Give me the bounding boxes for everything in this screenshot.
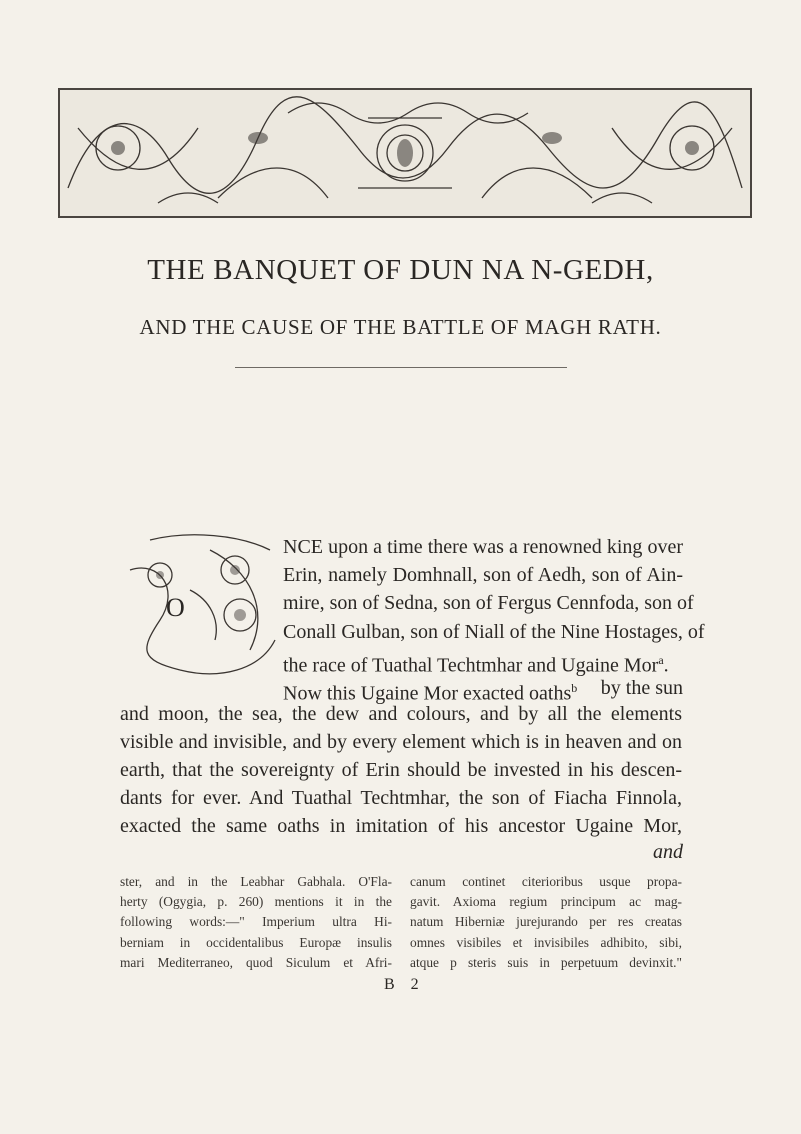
footnote-mark-b: b (571, 681, 578, 695)
footnote-left-line-3: following words:—" Imperium ultra Hi- (120, 914, 392, 930)
body-line-6-text: Now this Ugaine Mor exacted oaths (283, 682, 572, 705)
body-line-6-tail: by the sun (600, 677, 683, 699)
body-line-11: exacted the same oaths in imitation of his ancestor Ugaine Mor, (120, 815, 682, 837)
page-title: THE BANQUET OF DUN NA N-GEDH, (147, 254, 654, 286)
footnote-right-line-3: natum Hiberniæ jurejurando per res creatas (410, 914, 682, 930)
footnote-right-line-4: omnes visibiles et invisibiles adhibito, sibi, (410, 934, 682, 950)
line-5-period: . (663, 654, 669, 677)
body-line-2: Erin, namely Domhnall, son of Aedh, son of Ain- (283, 564, 683, 586)
footnote-right-line-2: gavit. Axioma regium principum ac mag- (410, 894, 682, 910)
footnote-right-line-1: canum continet citerioribus usque propa- (410, 874, 682, 889)
footnote-left-line-5: mari Mediterraneo, quod Siculum et Afri- (120, 954, 392, 970)
footnote-right-line-5: atque p steris suis in perpetuum devinxit." (410, 954, 682, 970)
footnote-left-line-4: berniam in occidentalibus Europæ insulis (120, 934, 392, 950)
page-subtitle: AND THE CAUSE OF THE BATTLE OF MAGH RATH. (139, 315, 662, 339)
footnotes (120, 872, 682, 973)
initial-letter: O (166, 593, 185, 622)
body-line-5 (283, 648, 683, 678)
decorated-initial (120, 530, 280, 680)
title-divider (235, 367, 567, 368)
body-line-3: mire, son of Sedna, son of Fergus Cennfoda, son of (283, 592, 694, 614)
body-line-7: and moon, the sea, the dew and colours, and by all the elements (120, 703, 682, 725)
body-line-10: dants for ever. And Tuathal Techtmhar, the son of Fiacha Finnola, (120, 787, 682, 809)
ornamental-headpiece (58, 88, 752, 218)
signature-mark: B 2 (384, 976, 425, 993)
footnote-mark-a: a (658, 653, 664, 667)
body-line-5-text: the race of Tuathal Techtmhar and Ugaine Mor (283, 654, 659, 677)
footnote-column-right (410, 872, 682, 973)
headpiece-ornament-icon (58, 88, 752, 218)
body-line-4: Conall Gulban, son of Niall of the Nine Hostages, of (283, 621, 705, 643)
footnote-left-line-1: ster, and in the Leabhar Gabhala. O'Fla- (120, 874, 392, 889)
body-line-9: earth, that the sovereignty of Erin should be invested in his descen- (120, 759, 682, 781)
body-line-1: NCE upon a time there was a renowned king over (283, 536, 683, 558)
body-line-8: visible and invisible, and by every element which is in heaven and on (120, 731, 682, 753)
footnote-left-line-2: herty (Ogygia, p. 260) mentions it in the (120, 894, 392, 910)
footnote-column-left (120, 872, 392, 973)
catchword: and (653, 841, 683, 863)
initial-ornament-icon (120, 530, 280, 680)
